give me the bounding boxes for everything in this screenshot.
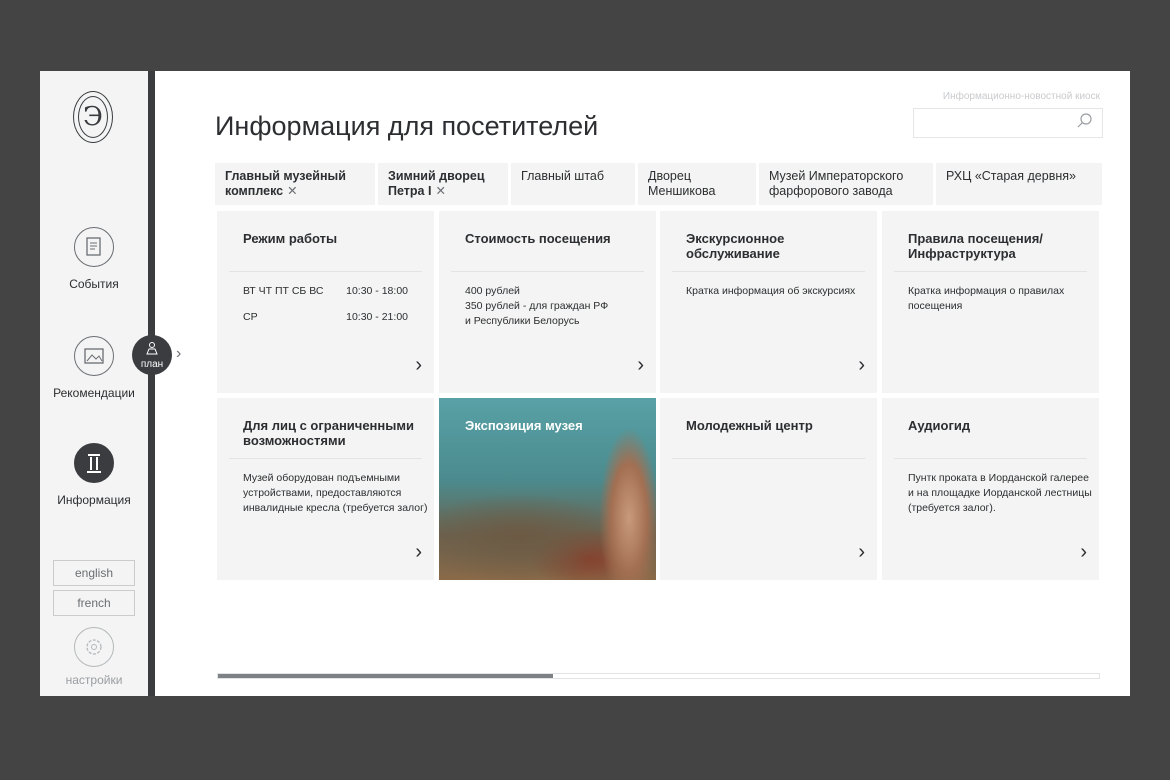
chevron-right-icon[interactable]: › <box>1080 541 1087 563</box>
gear-icon <box>74 627 114 667</box>
nav-item-information[interactable] <box>40 443 148 507</box>
tab-label: Зимний дворец Петра I <box>388 169 485 198</box>
card-opening-hours[interactable] <box>217 211 434 393</box>
sidebar-divider <box>148 71 155 696</box>
nav-item-recommendations[interactable] <box>40 336 148 400</box>
hours-table <box>243 284 428 336</box>
card-youth-center[interactable] <box>660 398 877 580</box>
card-accessibility[interactable] <box>217 398 434 580</box>
card-title: Для лиц с ограниченными возможностями <box>243 418 414 448</box>
tab-porcelain-museum[interactable] <box>759 163 933 205</box>
chevron-right-icon[interactable]: › <box>637 354 644 376</box>
tab-label: РХЦ «Старая дервня» <box>946 169 1076 183</box>
logo-glyph: Э <box>83 102 103 132</box>
page-title: Информация для посетителей <box>215 111 599 141</box>
card-separator <box>229 458 422 459</box>
language-english-button[interactable]: english <box>53 560 135 586</box>
card-body: Пунтк проката в Иорданской галерее и на площадке Иорданской лестницы (требуется залог). <box>908 472 1092 514</box>
chevron-right-icon[interactable]: › <box>415 541 422 563</box>
tab-winter-palace-peter[interactable] <box>378 163 508 205</box>
tab-label: Главный штаб <box>521 169 605 183</box>
hours-time: 10:30 - 18:00 <box>346 285 408 297</box>
card-body: 400 рублей 350 рублей - для граждан РФ и Республики Белорусь <box>465 285 609 327</box>
tab-staraya-derevnya[interactable] <box>936 163 1102 205</box>
hours-days: СР <box>243 311 258 323</box>
nav-item-events[interactable] <box>40 227 148 291</box>
chevron-right-icon[interactable]: › <box>858 541 865 563</box>
card-separator <box>451 271 644 272</box>
card-body: Музей оборудован подъемными устройствами, предоставляются инвалидные кресла (требуется залог) <box>243 472 428 514</box>
card-separator <box>672 458 865 459</box>
card-body: Кратка информация об экскурсиях <box>686 285 856 297</box>
chevron-right-icon[interactable]: › <box>858 354 865 376</box>
plan-button[interactable] <box>132 335 172 375</box>
column-icon <box>74 443 114 483</box>
card-ticket-prices[interactable] <box>439 211 656 393</box>
card-title: Экскурсионное обслуживание <box>686 231 785 261</box>
card-separator <box>229 271 422 272</box>
card-separator <box>672 271 865 272</box>
settings-button[interactable] <box>40 627 148 687</box>
card-separator <box>894 271 1087 272</box>
language-french-button[interactable]: french <box>53 590 135 616</box>
card-museum-exposition[interactable] <box>439 398 656 580</box>
card-title: Режим работы <box>243 231 338 246</box>
hermitage-logo[interactable] <box>73 91 113 143</box>
card-title: Правила посещения/ Инфраструктура <box>908 231 1043 261</box>
card-visit-rules[interactable] <box>882 211 1099 393</box>
nav-label-information: Информация <box>57 493 131 507</box>
hours-days: ВТ ЧТ ПТ СБ ВС <box>243 285 324 297</box>
horizontal-scrollbar[interactable] <box>217 673 1100 679</box>
chevron-right-icon[interactable]: › <box>415 354 422 376</box>
scrollbar-thumb[interactable] <box>218 674 553 678</box>
hours-time: 10:30 - 21:00 <box>346 311 408 323</box>
card-title: Аудиогид <box>908 418 971 433</box>
museum-tabs <box>215 163 1103 205</box>
plan-label: план <box>140 359 164 370</box>
card-title: Стоимость посещения <box>465 231 611 246</box>
picture-icon <box>74 336 114 376</box>
tab-menshikov-palace[interactable] <box>638 163 756 205</box>
nav-label-events: События <box>69 277 119 291</box>
tab-label: Главный музейный комплекс <box>225 169 346 198</box>
tab-label: Дворец Меншикова <box>648 169 716 198</box>
close-icon[interactable]: ✕ <box>435 184 446 198</box>
card-separator <box>894 458 1087 459</box>
map-person-icon <box>145 341 159 358</box>
card-title: Молодежный центр <box>686 418 813 433</box>
info-cards-grid <box>217 211 1101 582</box>
settings-label: настройки <box>65 673 123 687</box>
sidebar <box>40 71 148 696</box>
kiosk-label: Информационно-новостной киоск <box>942 91 1100 102</box>
kiosk-screen <box>40 71 1130 696</box>
search-icon[interactable] <box>1076 112 1094 135</box>
tab-label: Музей Императорского фарфорового завода <box>769 169 904 198</box>
card-title: Экспозиция музея <box>465 418 583 433</box>
search-input[interactable] <box>913 108 1103 138</box>
chevron-right-icon[interactable]: › <box>176 345 182 362</box>
hours-row <box>243 284 408 299</box>
close-icon[interactable]: ✕ <box>287 184 298 198</box>
nav-label-recommendations: Рекомендации <box>53 386 135 400</box>
card-audioguide[interactable] <box>882 398 1099 580</box>
card-excursions[interactable] <box>660 211 877 393</box>
document-icon <box>74 227 114 267</box>
card-body: Кратка информация о правилах посещения <box>908 285 1065 312</box>
tab-main-complex[interactable] <box>215 163 375 205</box>
hours-row <box>243 310 408 325</box>
tab-general-staff[interactable] <box>511 163 635 205</box>
